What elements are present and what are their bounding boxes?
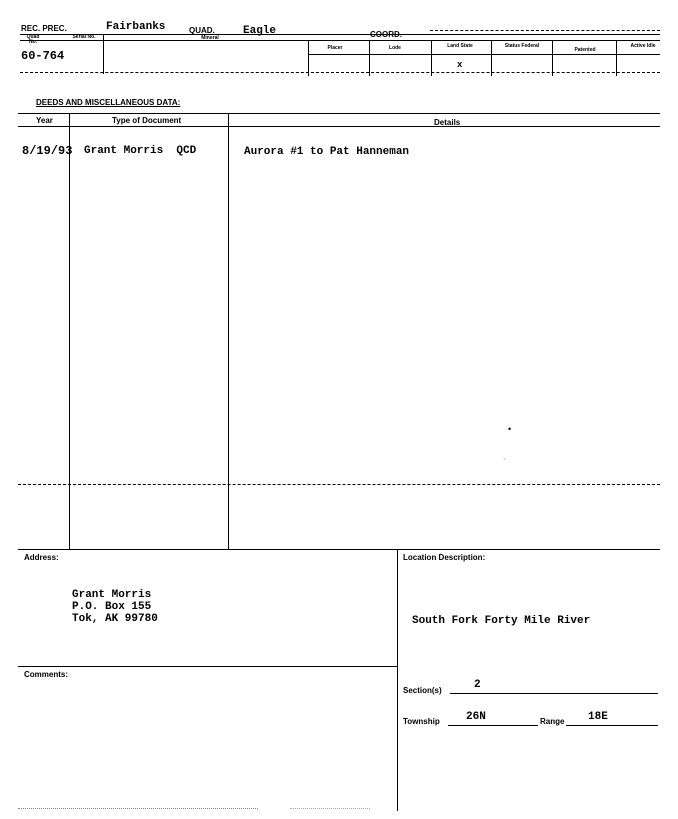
header-divider-2 [308, 40, 309, 76]
lode-label: Lode [389, 45, 401, 51]
quad-no-label: Quad No. [26, 34, 40, 45]
deeds-header-rule [18, 126, 660, 127]
deeds-lower-dash [18, 484, 660, 485]
header-label-rule [20, 40, 660, 41]
section-value: 2 [474, 679, 481, 691]
header-divider-1 [103, 34, 104, 74]
section-underline [450, 693, 658, 694]
range-underline [566, 725, 658, 726]
col-year-header: Year [36, 116, 53, 125]
mineral-label: Mineral [201, 35, 219, 41]
deed-year: 8/19/93 [22, 144, 73, 158]
bottom-center-divider [397, 549, 398, 811]
location-description: South Fork Forty Mile River [412, 615, 591, 627]
land-state-mark: x [457, 60, 463, 70]
speck: · [503, 456, 506, 463]
col-type-header: Type of Document [112, 116, 182, 125]
land-state-label: Land State [447, 43, 473, 49]
range-value: 18E [588, 711, 608, 723]
address-label: Address: [24, 553, 59, 562]
scan-artifact [290, 808, 370, 809]
header-divider-6 [552, 40, 553, 76]
address-line-3: Tok, AK 99780 [72, 613, 158, 625]
speck: • [508, 424, 512, 434]
quad-serial-value: 60-764 [21, 49, 65, 63]
patented-label: Patented [574, 47, 596, 53]
comments-top-rule [18, 666, 398, 667]
township-underline [448, 725, 538, 726]
deed-details: Aurora #1 to Pat Hanneman [244, 146, 410, 158]
deeds-top-rule [18, 113, 660, 114]
deeds-section-title: DEEDS AND MISCELLANEOUS DATA: [36, 98, 181, 107]
comments-label: Comments: [24, 670, 69, 679]
placer-label: Placer [327, 45, 343, 51]
rec-prec-value: Fairbanks [106, 21, 166, 33]
quad-label: QUAD. [189, 26, 215, 35]
rec-prec-label: REC. PREC. [21, 24, 67, 33]
serial-no-label: Serial No. [72, 34, 96, 40]
header-divider-3 [369, 40, 370, 76]
header-top-rule [20, 34, 660, 35]
address-line-1: Grant Morris [72, 589, 152, 601]
location-label: Location Description: [403, 553, 486, 562]
bottom-top-rule [18, 549, 660, 550]
address-line-2: P.O. Box 155 [72, 601, 152, 613]
active-idle-label: Active Idle [630, 43, 656, 49]
township-value: 26N [466, 711, 486, 723]
deed-type: Grant Morris QCD [84, 145, 197, 157]
header-divider-5 [491, 40, 492, 76]
header-top-dash [430, 30, 660, 31]
status-federal-label: Status Federal [504, 43, 540, 49]
coord-label: COORD. [370, 30, 402, 39]
section-label: Section(s) [403, 686, 442, 695]
range-label: Range [540, 717, 565, 726]
header-divider-4 [431, 40, 432, 76]
header-row-rule [308, 54, 660, 55]
header-bottom-dash [20, 72, 660, 73]
quad-value: Eagle [243, 25, 277, 37]
header-divider-7 [616, 40, 617, 76]
scan-artifact [18, 808, 258, 809]
col-details-header: Details [434, 118, 461, 127]
township-label: Township [403, 717, 440, 726]
